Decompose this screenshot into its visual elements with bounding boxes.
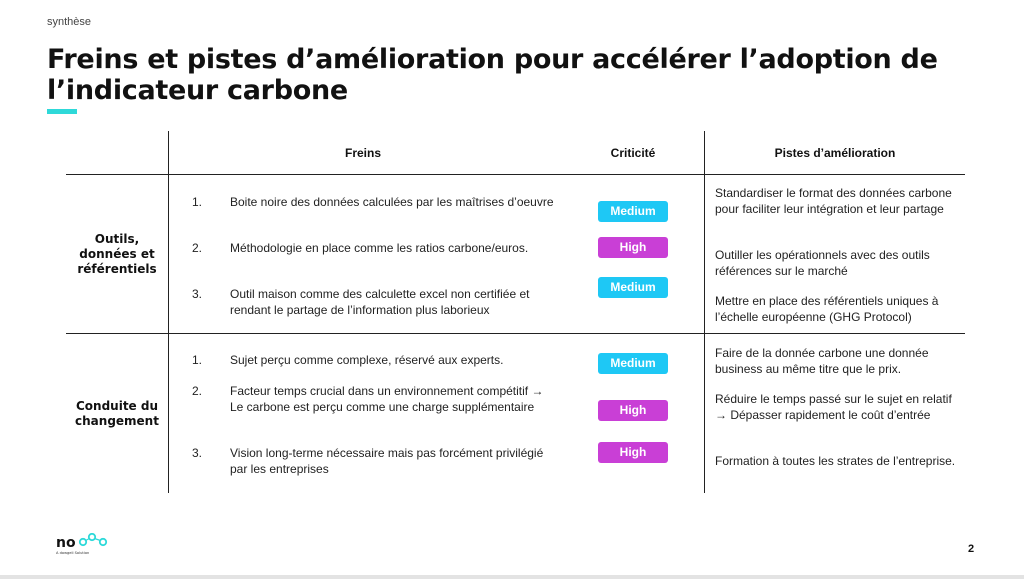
piste-item: Mettre en place des référentiels uniques à l’échelle européenne (GHG Protocol) <box>715 294 939 324</box>
bottom-rule <box>0 575 1024 579</box>
frein-number: 3. <box>192 287 203 301</box>
piste-item: Outiller les opérationnels avec des outils références sur le marché <box>715 248 930 278</box>
category-label: Outils, données et référentiels <box>77 232 157 276</box>
table-divider <box>66 174 965 175</box>
frein-text: Méthodologie en place comme les ratios carbone/euros. <box>230 241 529 255</box>
criticite-badge: High <box>598 442 668 463</box>
frein-text: Boite noire des données calculées par les maîtrises d’oeuvre <box>230 195 554 209</box>
column-header-pistes: Pistes d’amélioration <box>774 146 896 160</box>
svg-text:no: no <box>56 535 76 551</box>
table-divider <box>168 131 169 493</box>
frein-number: 1. <box>192 353 203 367</box>
table-divider <box>66 333 965 334</box>
svg-text:A dowgeli Solution: A dowgeli Solution <box>56 551 90 555</box>
criticite-badge: High <box>598 237 668 258</box>
frein-number: 1. <box>192 195 203 209</box>
frein-number: 2. <box>192 241 203 255</box>
column-header-freins: Freins <box>344 146 381 160</box>
nooco-logo <box>56 533 116 557</box>
frein-text: Sujet perçu comme complexe, réservé aux experts. <box>230 353 504 367</box>
title-accent-bar <box>47 109 77 114</box>
piste-item: Formation à toutes les strates de l’entreprise. <box>715 454 956 468</box>
frein-text: Facteur temps crucial dans un environnement compétitif → Le carbone est perçu comme une charge supplémentaire <box>230 384 544 414</box>
piste-item: Faire de la donnée carbone une donnée business au même titre que le prix. <box>715 346 929 376</box>
piste-item: Standardiser le format des données carbone pour faciliter leur intégration et leur partage <box>715 186 952 216</box>
column-header-criticite: Criticité <box>610 146 656 160</box>
criticite-badge: Medium <box>598 353 668 374</box>
page-title: Freins et pistes d’amélioration pour accélérer l’adoption de l’indicateur carbone <box>47 44 938 106</box>
criticite-badge: Medium <box>598 277 668 298</box>
criticite-badge: High <box>598 400 668 421</box>
frein-number: 2. <box>192 384 203 398</box>
frein-text: Vision long-terme nécessaire mais pas forcément privilégié par les entreprises <box>230 446 544 476</box>
page-number: 2 <box>968 543 975 555</box>
category-label: Conduite du changement <box>75 399 159 428</box>
section-kicker: synthèse <box>47 16 92 28</box>
piste-item: Réduire le temps passé sur le sujet en relatif → Dépasser rapidement le coût d’entrée <box>715 392 952 422</box>
frein-text: Outil maison comme des calculette excel non certifiée et rendant le partage de l’information plus laborieux <box>230 287 530 317</box>
table-divider <box>704 131 705 493</box>
frein-number: 3. <box>192 446 203 460</box>
criticite-badge: Medium <box>598 201 668 222</box>
